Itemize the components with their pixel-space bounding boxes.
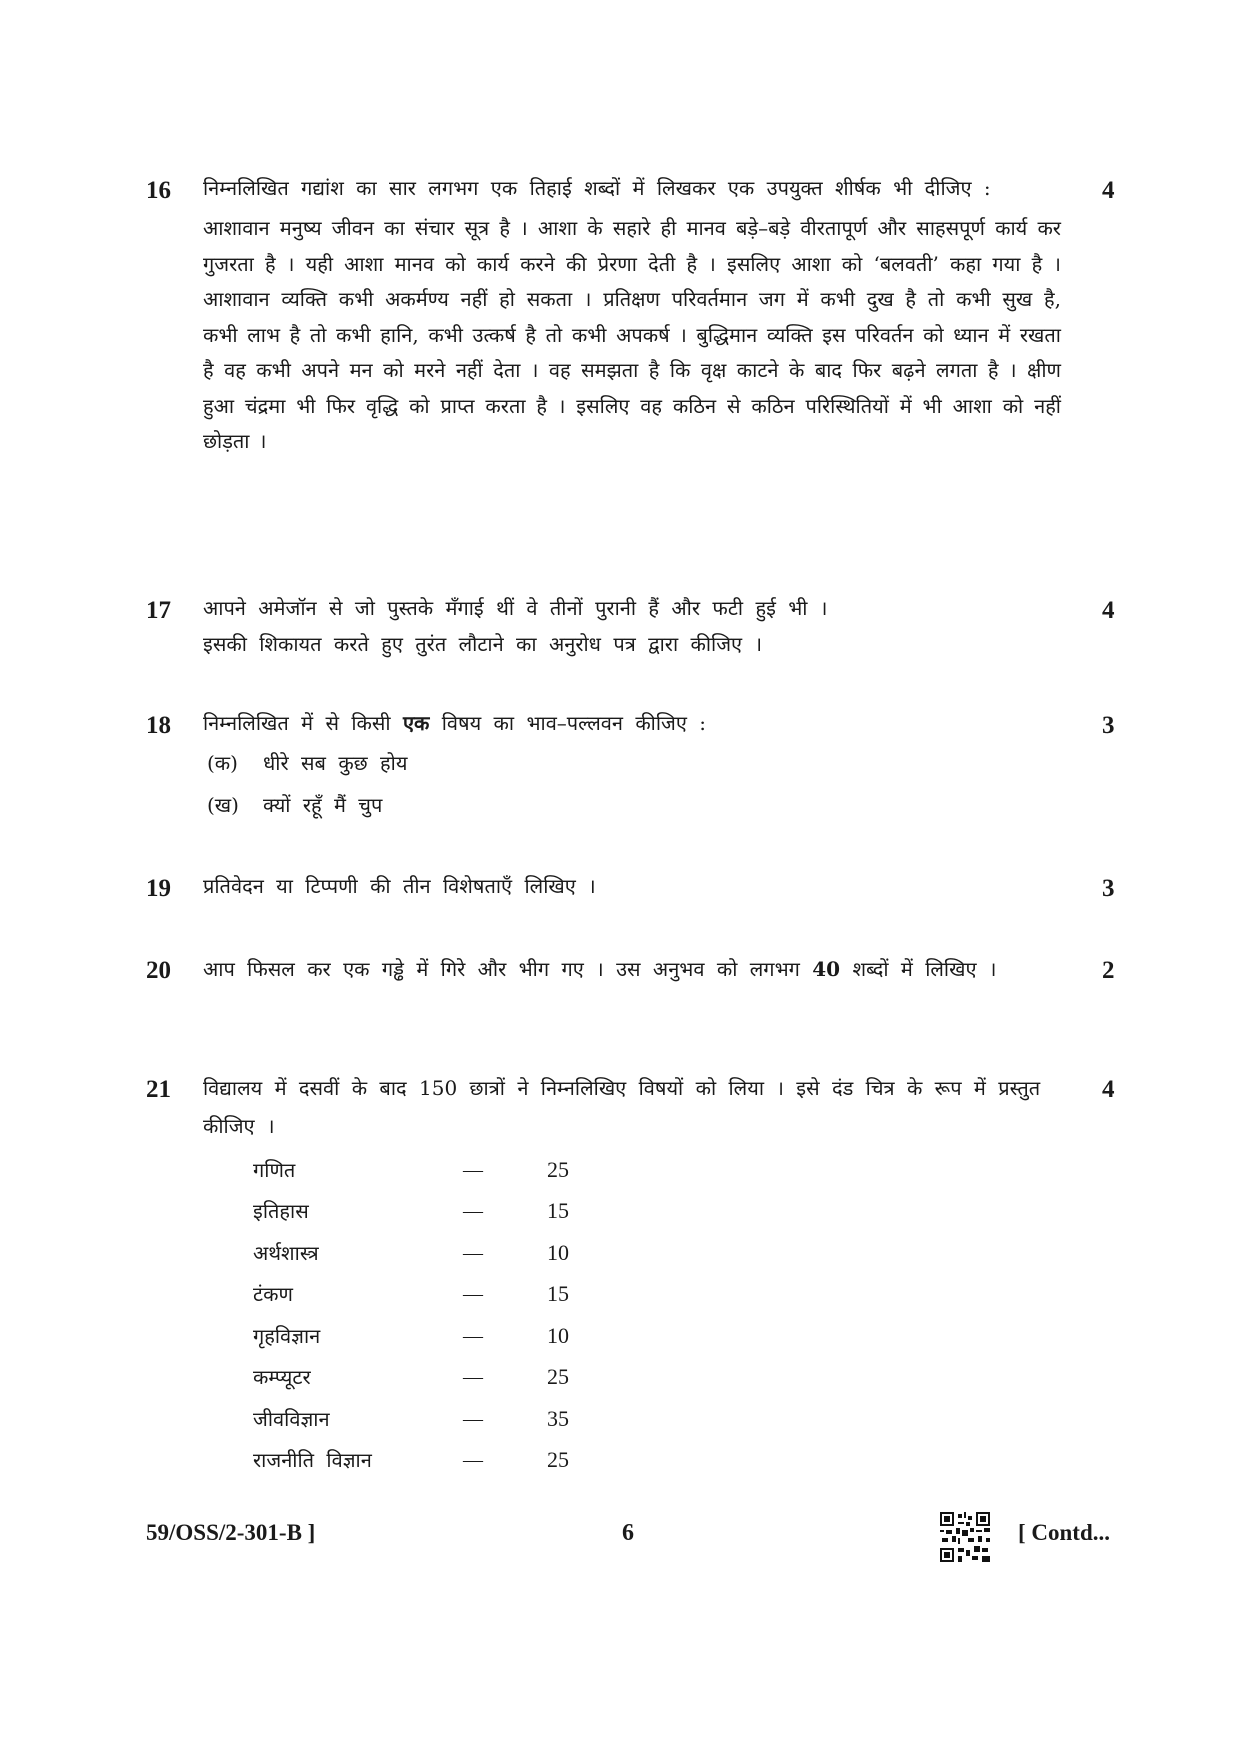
subject-name: जीवविज्ञान xyxy=(253,1406,330,1431)
page-number: 6 xyxy=(622,1520,634,1546)
dash-separator: — xyxy=(463,1158,483,1181)
subject-name: टंकण xyxy=(253,1282,293,1307)
question-prompt: विद्यालय में दसवीं के बाद 150 छात्रों ने निम्नलिखिए विषयों को लिया । इसे दंड चित्र के रूप में प्रस्तुत कीजिए । xyxy=(203,1076,1041,1138)
student-count: 35 xyxy=(547,1405,569,1431)
prompt-text: निम्नलिखित में से किसी xyxy=(203,711,391,735)
dash-separator: — xyxy=(463,1324,483,1347)
question-body xyxy=(203,170,1061,460)
question-line-1: आपने अमेजॉन से जो पुस्तके मँगाई थीं वे तीनों पुरानी हैं और फटी हुई भी । xyxy=(203,596,828,620)
subject-name: गणित xyxy=(253,1157,296,1182)
subject-name: इतिहास xyxy=(253,1199,309,1224)
dash-separator: — xyxy=(463,1407,483,1430)
student-count: 25 xyxy=(547,1447,569,1473)
table-row xyxy=(253,1232,569,1274)
prompt-text: आप फिसल कर एक गड्ढे में गिरे और भीग गए । उस अनुभव को लगभग xyxy=(203,957,800,981)
prompt-emphasis: एक xyxy=(402,711,430,735)
question-prompt xyxy=(203,705,1061,742)
table-row xyxy=(253,1274,569,1316)
option-kha xyxy=(207,784,1061,826)
question-number: 21 xyxy=(146,1076,171,1103)
question-body xyxy=(203,950,1061,988)
prompt-text: विषय का भाव–पल्लवन कीजिए : xyxy=(441,711,707,735)
question-number: 16 xyxy=(146,177,171,204)
question-marks: 3 xyxy=(1102,875,1115,902)
question-line-2: इसकी शिकायत करते हुए तुरंत लौटाने का अनुरोध पत्र द्वारा कीजिए । xyxy=(203,632,763,656)
question-marks: 2 xyxy=(1102,957,1115,984)
table-row xyxy=(253,1398,569,1440)
subject-name: अर्थशास्त्र xyxy=(253,1240,319,1265)
dash-separator: — xyxy=(463,1200,483,1223)
dash-separator: — xyxy=(463,1366,483,1389)
question-number: 18 xyxy=(146,712,171,739)
question-prompt: निम्नलिखित गद्यांश का सार लगभग एक तिहाई शब्दों में लिखकर एक उपयुक्त शीर्षक भी दीजिए : xyxy=(203,176,991,200)
page-footer xyxy=(0,1520,1240,1560)
question-body xyxy=(203,1069,1061,1481)
subject-table xyxy=(253,1149,569,1481)
continued-label: [ Contd... xyxy=(1018,1520,1111,1545)
student-count: 15 xyxy=(547,1198,569,1224)
question-number: 20 xyxy=(146,957,171,984)
option-text: क्यों रहूँ मैं चुप xyxy=(263,793,383,817)
table-row xyxy=(253,1149,569,1191)
option-ka xyxy=(207,742,1061,784)
student-count: 25 xyxy=(547,1364,569,1390)
student-count: 10 xyxy=(547,1239,569,1265)
question-number: 17 xyxy=(146,597,171,624)
option-label: (क) xyxy=(207,751,238,775)
subject-name: गृहविज्ञान xyxy=(253,1323,321,1348)
table-row xyxy=(253,1191,569,1233)
student-count: 25 xyxy=(547,1156,569,1182)
prompt-text: शब्दों में लिखिए । xyxy=(852,957,997,981)
question-marks: 4 xyxy=(1102,1076,1115,1103)
question-body xyxy=(203,590,1061,662)
qr-code-icon xyxy=(940,1512,990,1562)
paper-code: 59/OSS/2-301-B ] xyxy=(146,1520,316,1545)
question-marks: 3 xyxy=(1102,712,1115,739)
student-count: 15 xyxy=(547,1281,569,1307)
prompt-emphasis: 40 xyxy=(812,957,841,981)
subject-name: कम्प्यूटर xyxy=(253,1365,311,1390)
student-count: 10 xyxy=(547,1322,569,1348)
dash-separator: — xyxy=(463,1449,483,1472)
dash-separator: — xyxy=(463,1283,483,1306)
question-body xyxy=(203,705,1061,826)
table-row xyxy=(253,1315,569,1357)
question-number: 19 xyxy=(146,875,171,902)
table-row xyxy=(253,1440,569,1482)
dash-separator: — xyxy=(463,1241,483,1264)
table-row xyxy=(253,1357,569,1399)
question-body xyxy=(203,868,1061,905)
subject-name: राजनीति विज्ञान xyxy=(253,1448,372,1473)
question-marks: 4 xyxy=(1102,597,1115,624)
question-prompt: प्रतिवेदन या टिप्पणी की तीन विशेषताएँ लिखिए । xyxy=(203,874,596,898)
question-marks: 4 xyxy=(1102,177,1115,204)
option-text: धीरे सब कुछ होय xyxy=(263,751,408,775)
passage-text: आशावान मनुष्य जीवन का संचार सूत्र है । आशा के सहारे ही मानव बड़े–बड़े वीरतापूर्ण और साहसपूर्ण कार्य कर गुजरता है । यही आशा मानव को कार्य करने की प्रेरणा देती है । इसलिए आशा को ‘बलवती’ कहा गया है । आशावान व्यक्ति कभी अकर्मण्य नहीं हो सकता । प्रतिक्षण परिवर्तमान जग में कभी दुख है तो कभी सुख है, कभी लाभ है तो कभी हानि, कभी उत्कर्ष है तो कभी अपकर्ष । बुद्धिमान व्यक्ति इस परिवर्तन को ध्यान में रखता है वह कभी अपने मन को मरने नहीं देता । वह समझता है कि वृक्ष काटने के बाद फिर बढ़ने लगता है । क्षीण हुआ चंद्रमा भी फिर वृद्धि को प्राप्त करता है । इसलिए वह कठिन से कठिन परिस्थितियों में भी आशा को नहीं छोड़ता । xyxy=(203,216,1061,453)
option-label: (ख) xyxy=(207,793,239,817)
